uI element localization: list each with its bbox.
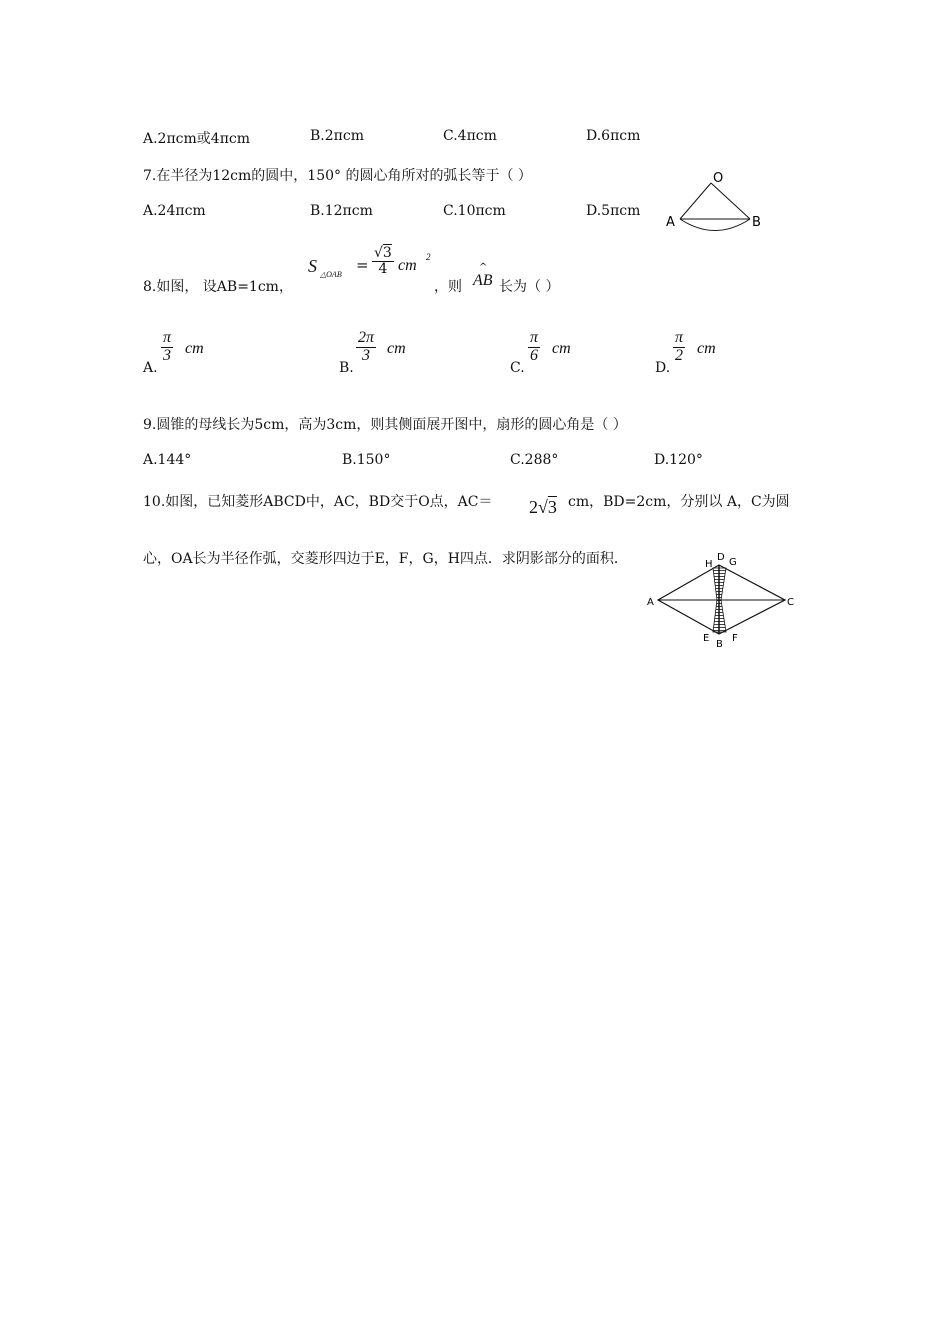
q9-stem: 9.圆锥的母线长为5cm，高为3cm，则其侧面展开图中，扇形的圆心角是（ ） [143,417,627,433]
option-numerator: π [163,329,172,346]
option-letter: C. [510,360,525,376]
q6-option-a: A.2πcm或4πcm [143,131,251,147]
label-c: C [787,597,794,608]
option-denominator: 6 [528,347,540,365]
arc-label: AB [473,272,493,289]
q10-line1-suffix: cm，BD=2cm，分别以 A，C为圆 [568,494,790,510]
q8-arc-ab [471,262,497,292]
option-unit: cm [552,340,571,357]
radius-oa [680,183,711,219]
label-e: E [703,633,710,644]
label-a: A [666,215,675,230]
option-denominator: 3 [356,347,376,365]
q9-option-d: D.120° [654,452,703,468]
option-denominator: 3 [161,347,173,365]
q9-option-a: A.144° [143,452,192,468]
option-fraction [528,330,540,365]
q7-stem: 7.在半径为12cm的圆中，150° 的圆心角所对的弧长等于（ ） [143,168,532,184]
area-denominator: 4 [372,261,394,277]
option-fraction [673,330,685,365]
area-unit: cm [398,257,417,274]
radius-ob [711,183,750,219]
q6-option-b: B.2πcm [310,128,364,144]
q7-sector-figure [658,170,778,240]
q8-mid: ，则 [434,279,462,295]
option-letter: B. [339,360,354,376]
option-letter: D. [655,360,671,376]
area-fraction [372,246,394,276]
q10-rhombus-figure [640,548,805,648]
area-symbol: S [308,256,317,276]
option-numerator: π [675,329,684,346]
q6-option-d: D.6πcm [586,128,641,144]
label-d: D [717,552,725,563]
q8-suffix: 长为（ ） [499,279,560,295]
label-h: H [705,559,713,570]
label-o: O [713,171,724,186]
shaded-region-top [713,568,726,600]
sqrt-icon: √ [538,497,548,517]
label-f: F [732,633,738,644]
q10-line2: 心，OA长为半径作弧，交菱形四边于E，F，G，H四点．求阴影部分的面积． [143,551,628,567]
option-fraction [161,330,173,365]
q10-ac-value [529,497,557,518]
equals-sign: = [356,256,369,274]
option-letter: A. [143,360,158,376]
q7-option-b: B.12πcm [310,203,373,219]
label-a: A [647,597,654,608]
option-fraction [356,330,376,365]
area-numerator: √3 [374,245,392,261]
option-numerator: π [530,329,539,346]
q7-option-d: D.5πcm [586,203,641,219]
q6-option-c: C.4πcm [443,128,497,144]
q9-option-b: B.150° [342,452,391,468]
ac-coefficient: 2 [529,497,538,517]
ac-radicand: 3 [547,497,557,517]
q9-option-c: C.288° [510,452,559,468]
arc-hat-icon: ^ [479,262,488,273]
option-numerator: 2π [358,329,375,346]
label-b: B [716,639,723,648]
option-denominator: 2 [673,347,685,365]
area-radicand: 3 [382,245,392,261]
option-unit: cm [185,340,204,357]
label-g: G [729,557,737,568]
area-subscript: △OAB [320,270,342,279]
area-unit-power: 2 [426,252,431,262]
q7-option-a: A.24πcm [143,203,206,219]
arc-ab [680,219,750,231]
q7-option-c: C.10πcm [443,203,506,219]
q8-prefix: 8.如图， 设AB=1cm， [143,279,293,295]
label-b: B [752,215,761,230]
option-unit: cm [387,340,406,357]
q10-line1-prefix: 10.如图，已知菱形ABCD中，AC，BD交于O点，AC＝ [143,494,493,510]
option-unit: cm [697,340,716,357]
shaded-region-bottom [713,600,726,632]
